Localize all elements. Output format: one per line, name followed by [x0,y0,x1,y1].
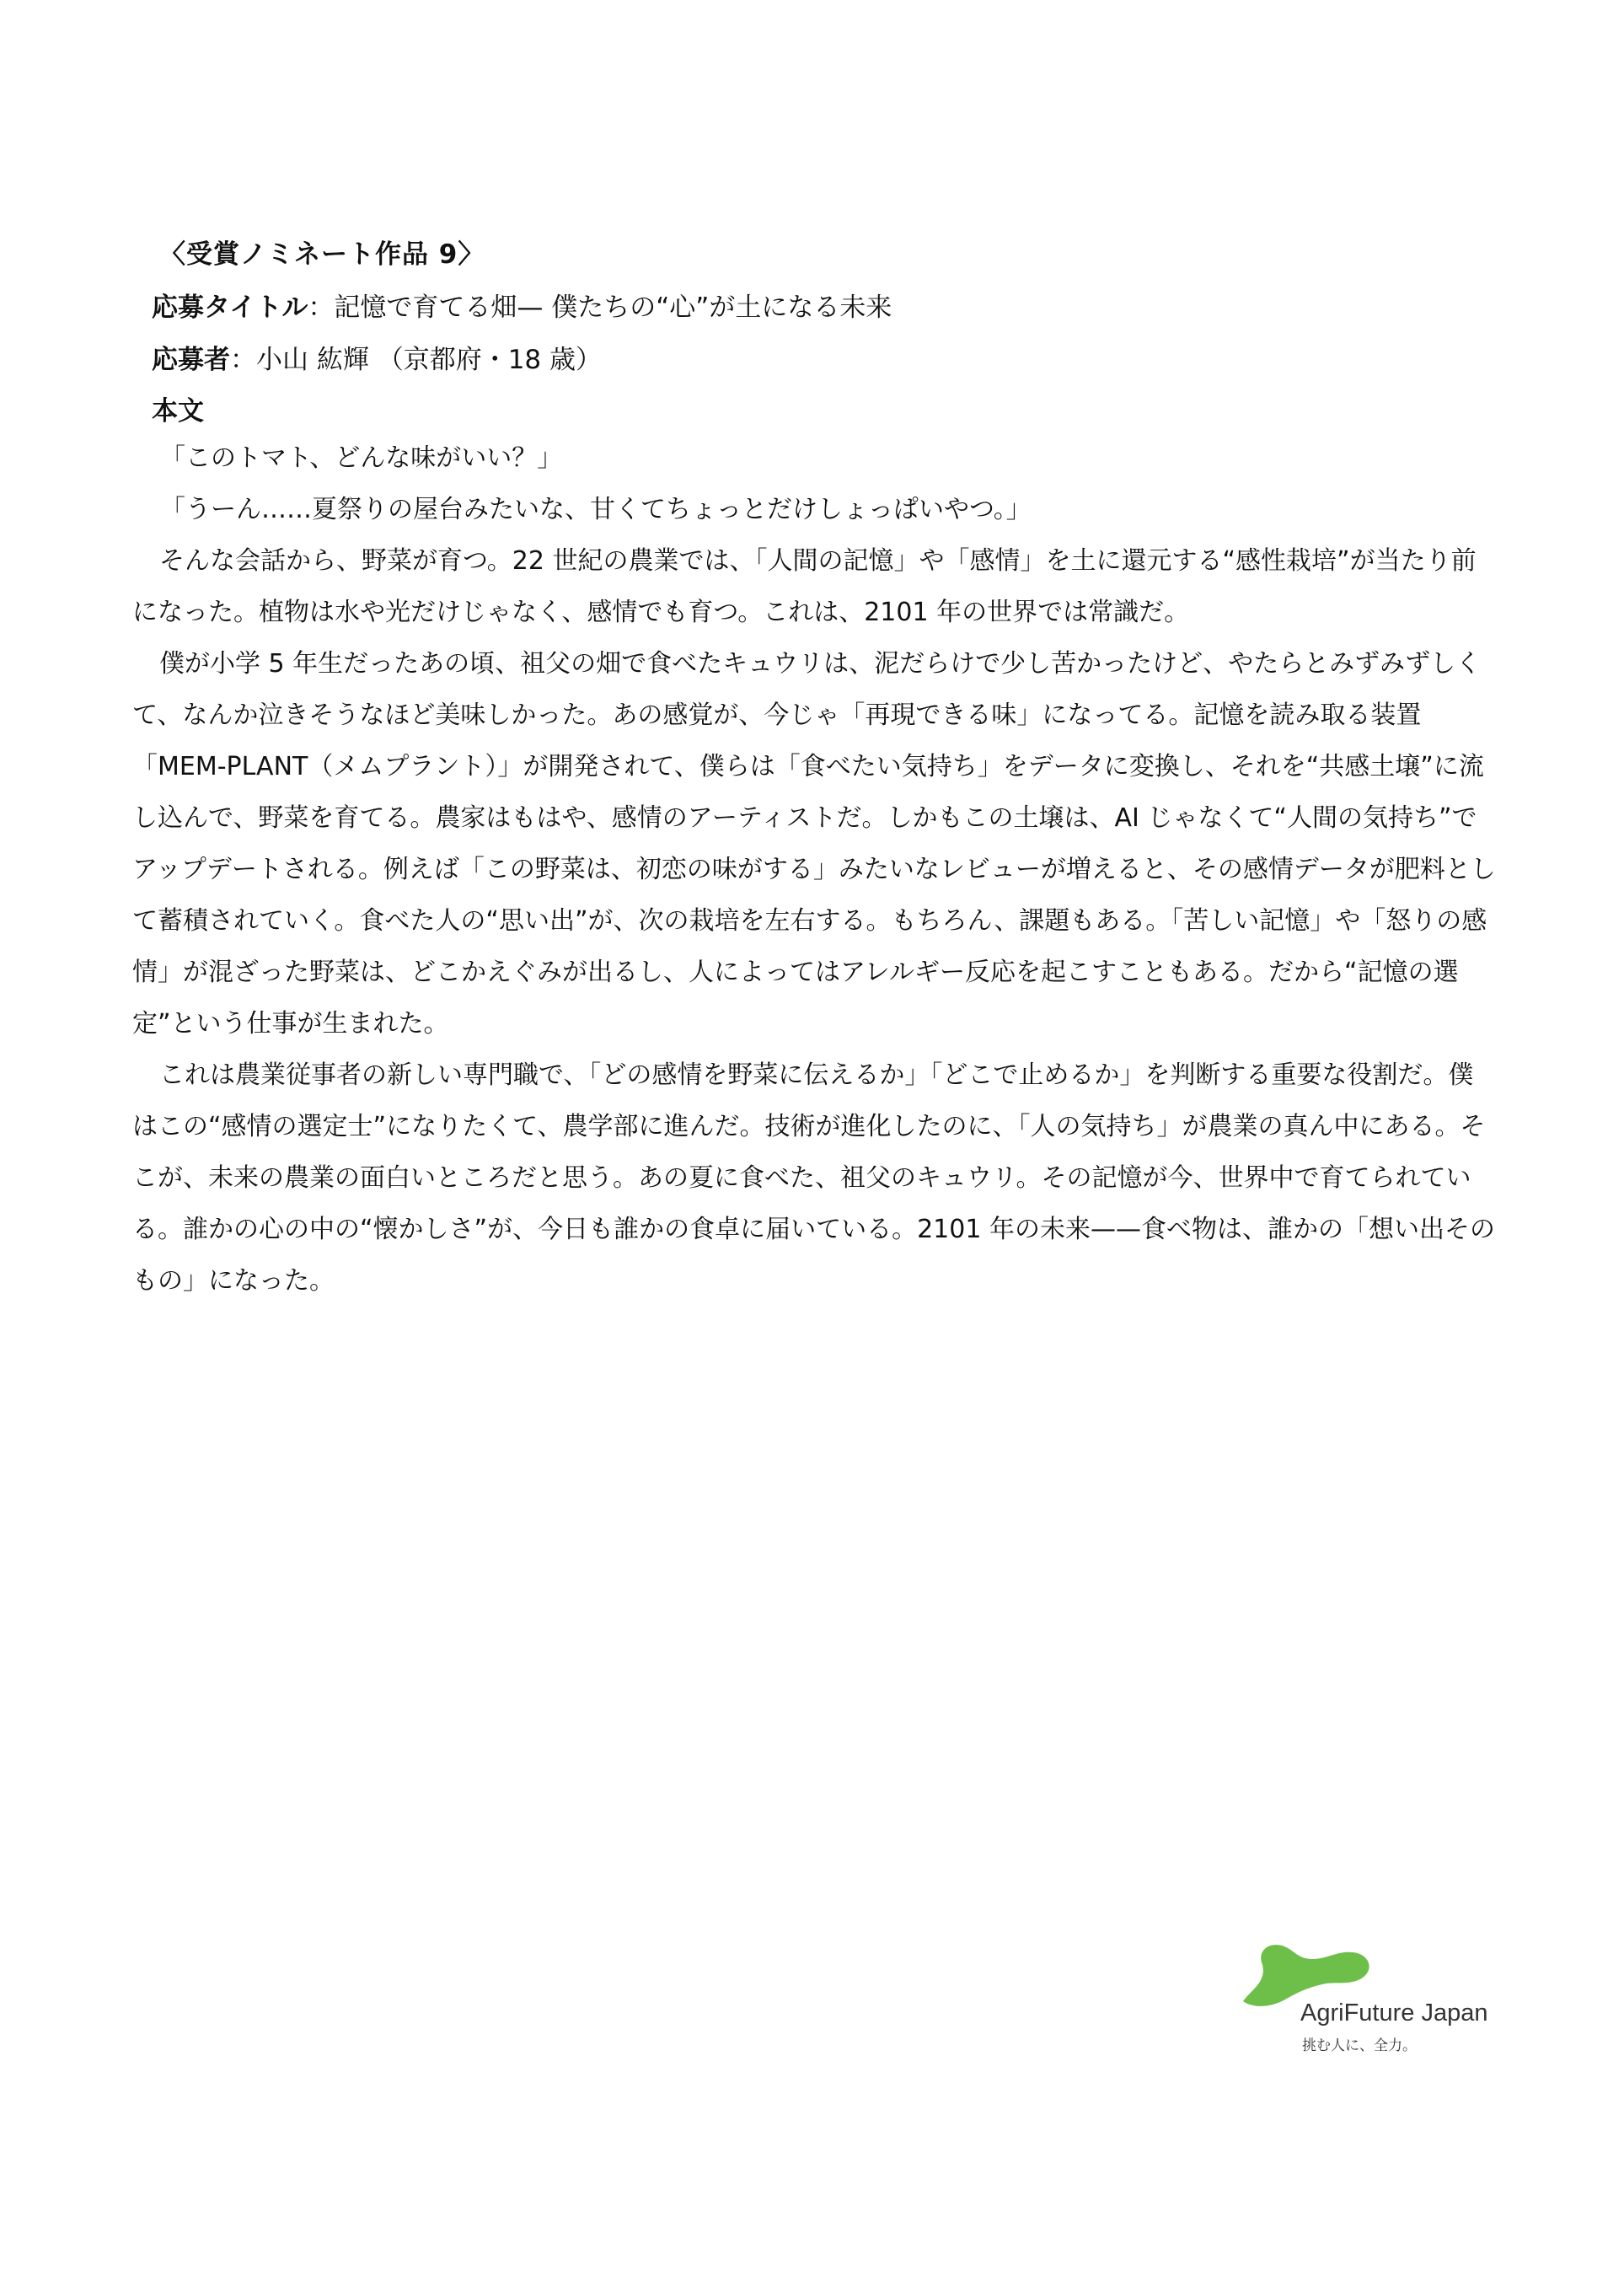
title-value: 記憶で育てる畑— 僕たちの“心”が土になる未来 [334,293,892,323]
entry-title-line [152,286,892,324]
body-paragraph-3: これは農業従事者の新しい専門職で、「どの感情を野菜に伝えるか」「どこで止めるか」を判断する重要な役割だ。僕はこの“感情の選定士”になりたくて、農学部に進んだ。技術が進化したのに、「人の気持ち」が農業の真ん中にある。そこが、未来の農業の面白いところだと思う。あの夏に食べた、祖父のキュウリ。その記憶が今、世界中で育てられている。誰かの心の中の“懐かしさ”が、今日も誰かの食卓に届いている。2101 年の未来——食べ物は、誰かの「想い出そのもの」になった。 [132,1060,1495,1296]
dialog-line-2: 「うーん……夏祭りの屋台みたいな、甘くてちょっとだけしょっぱいやつ。」 [160,495,1032,524]
dialog-line-1: 「このトマト、どんな味がいい？」 [160,443,563,473]
title-separator: ： [308,293,335,323]
body-text [132,432,1498,1307]
body-paragraph-1: そんな会話から、野菜が育つ。22 世紀の農業では、「人間の記憶」や「感情」を土に還元する“感性栽培”が当たり前になった。植物は水や光だけじゃなく、感情でも育つ。これは、2101 年の世界では常識だ。 [132,546,1477,627]
body-paragraph-2: 僕が小学 5 年生だったあの頃、祖父の畑で食べたキュウリは、泥だらけで少し苦かったけど、やたらとみずみずしくて、なんか泣きそうなほど美味しかった。あの感覚が、今じゃ「再現できる味」になってる。記憶を読み取る装置「MEM-PLANT（メムプラント）」が開発されて、僕らは「食べたい気持ち」をデータに変換し、それを“共感土壌”に流し込んで、野菜を育てる。農家はもはや、感情のアーティストだ。しかもこの土壌は、AI じゃなくて“人間の気持ち”でアップデートされる。例えば「この野菜は、初恋の味がする」みたいなレビューが増えると、その感情データが肥料として蓄積されていく。食べた人の“思い出”が、次の栽培を左右する。もちろん、課題もある。「苦しい記憶」や「怒りの感情」が混ざった野菜は、どこかえぐみが出るし、人によってはアレルギー反応を起こすこともある。だから“記憶の選定”という仕事が生まれた。 [132,649,1496,1039]
body-label: 本文 [152,396,204,427]
entry-heading: 〈受賞ノミネート作品 9〉 [159,239,485,270]
logo-name: AgriFuture Japan [1300,2000,1488,2026]
title-label: 応募タイトル [152,293,308,323]
author-value: 小山 紘輝 （京都府・18 歳） [256,345,603,375]
logo-tagline: 挑む人に、全力。 [1302,2037,1417,2054]
agrifuture-logo [1235,1939,1504,2065]
leaf-logo-icon [1235,1939,1378,2006]
entry-author-line [152,338,602,376]
author-label: 応募者 [152,345,230,375]
author-separator: ： [230,345,256,375]
